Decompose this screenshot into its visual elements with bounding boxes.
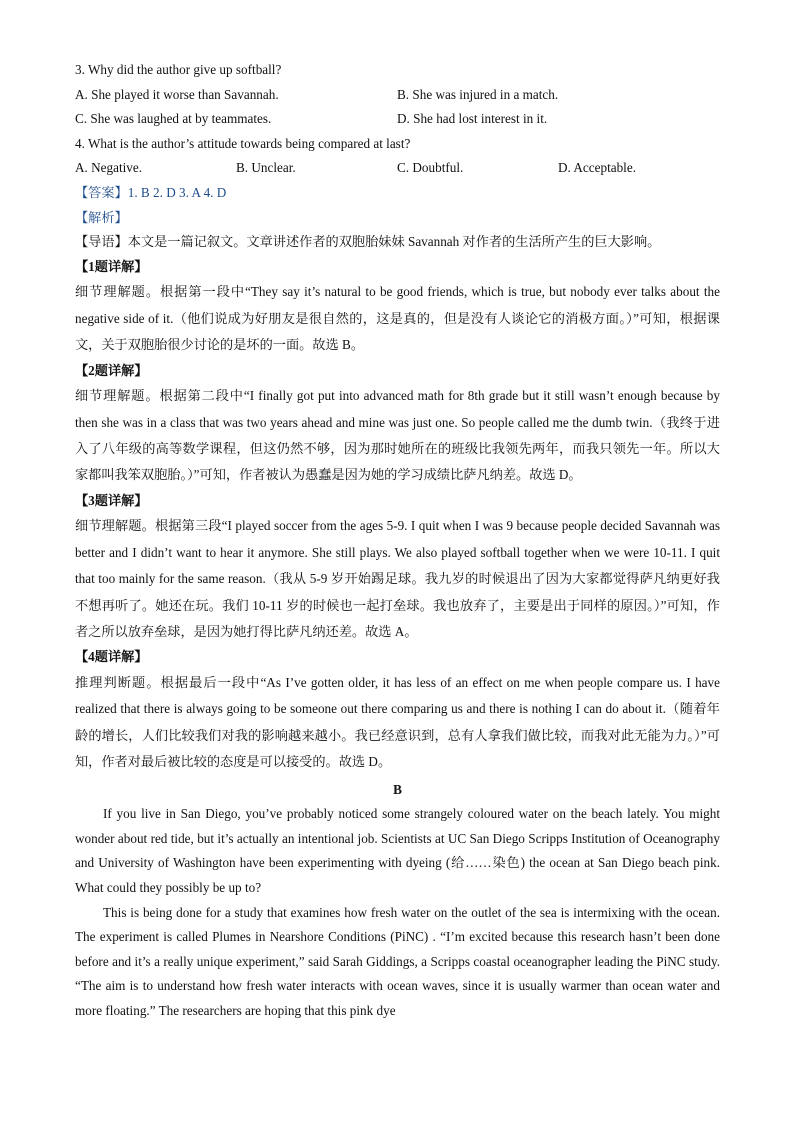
- detail-2-heading: 【2题详解】: [75, 362, 148, 378]
- answer-key: 【答案】1. B 2. D 3. A 4. D: [75, 184, 227, 200]
- detail-3-text: 细节理解题。根据第三段“I played soccer from the ages 5-9. I quit when I was 9 because people decided Savannah was better and I didn’t want to hear it anymore. She still plays. We also played softball together when we were 10-11. I quit that too mainly for the same reason.（我从 5-9 岁开始踢足球。我九岁的时候退出了因为大家都觉得萨凡纳更好我不想再听了。她还在玩。我们 10-11 岁的时候也一起打垒球。我也放弃了，主要是出于同样的原因。）”可知，作者之所以放弃垒球，是因为她打得比萨凡纳还差。故选 A。: [75, 518, 720, 639]
- detail-4-text: 推理判断题。根据最后一段中“As I’ve gotten older, it has less of an effect on me when people compare us. I have realized that there is always going to be someone out there comparing us and there is nothing I can do about it.（随着年龄的增长，人们比较我们对我的影响越来越小。我已经意识到，总有人拿我们做比较，而我对此无能为力。）”可知，作者对最后被比较的态度是可以接受的。故选 D。: [75, 675, 720, 770]
- question-4-option-d: D. Acceptable.: [558, 160, 636, 176]
- question-3-option-c: C. She was laughed at by teammates.: [75, 111, 272, 127]
- section-b-paragraph-2: This is being done for a study that examines how fresh water on the outlet of the sea is intermixing with the ocean. The experiment is called Plumes in Nearshore Conditions (PiNC) . “I’m excited because this research hasn’t been done before and it’s a really unique experiment,” said Sarah Giddings, a Scripps coastal oceanographer leading the PiNC study. “The aim is to understand how fresh water interacts with ocean waves, since it is usually warmer than ocean water and more floating.” The researchers are hoping that this pink dye: [75, 904, 720, 1018]
- question-3-stem: 3. Why did the author give up softball?: [75, 62, 282, 77]
- guide-text: 【导语】本文是一篇记叙文。文章讲述作者的双胞胎妹妹 Savannah 对作者的生活所产生的巨大影响。: [75, 234, 661, 250]
- question-3-option-a: A. She played it worse than Savannah.: [75, 86, 279, 102]
- question-3-option-d: D. She had lost interest in it.: [397, 111, 548, 127]
- question-4-options: [75, 156, 720, 181]
- question-4-option-a: A. Negative.: [75, 160, 143, 176]
- detail-1-text: 细节理解题。根据第一段中“They say it’s natural to be good friends, which is true, but nobody ever talks about the negative side of it.（他们说成为好朋友是很自然的，这是真的，但是没有人谈论它的消极方面。）”可知，根据课文，关于双胞胎很少讨论的是坏的一面。故选 B。: [75, 284, 720, 353]
- question-3-options-row-1: [75, 83, 720, 108]
- analysis-heading: 【解析】: [75, 209, 128, 225]
- question-4-stem: 4. What is the author’s attitude towards being compared at last?: [75, 135, 411, 151]
- question-4-option-c: C. Doubtful.: [397, 160, 464, 176]
- detail-3-heading: 【3题详解】: [75, 492, 148, 508]
- section-b-label: B: [393, 781, 402, 797]
- document-page: [75, 58, 720, 1024]
- question-3-options-row-2: [75, 107, 720, 132]
- detail-1-heading: 【1题详解】: [75, 258, 148, 274]
- section-b-paragraph-1: If you live in San Diego, you’ve probably noticed some strangely coloured water on the beach lately. You might wonder about red tide, but it’s actually an intentional job. Scientists at UC San Diego Scripps Institution of Oceanography and University of Washington have been experimenting with dyeing (给……染色) the ocean at San Diego beach pink. What could they possibly be up to?: [75, 806, 720, 895]
- detail-4-heading: 【4题详解】: [75, 649, 148, 665]
- question-4-option-b: B. Unclear.: [236, 160, 296, 176]
- question-3-option-b: B. She was injured in a match.: [397, 86, 559, 102]
- detail-2-text: 细节理解题。根据第二段中“I finally got put into advanced math for 8th grade but it still wasn’t enough because by then she was in a class that was two years ahead and mine was just one. So people called me the dumb twin.（我终于进入了八年级的高等数学课程，但这仍然不够，因为那时她所在的班级比我领先两年，而我只领先一年。所以大家都叫我笨双胞胎。）”可知，作者被认为愚蠢是因为她的学习成绩比萨凡纳差。故选 D。: [75, 388, 720, 483]
